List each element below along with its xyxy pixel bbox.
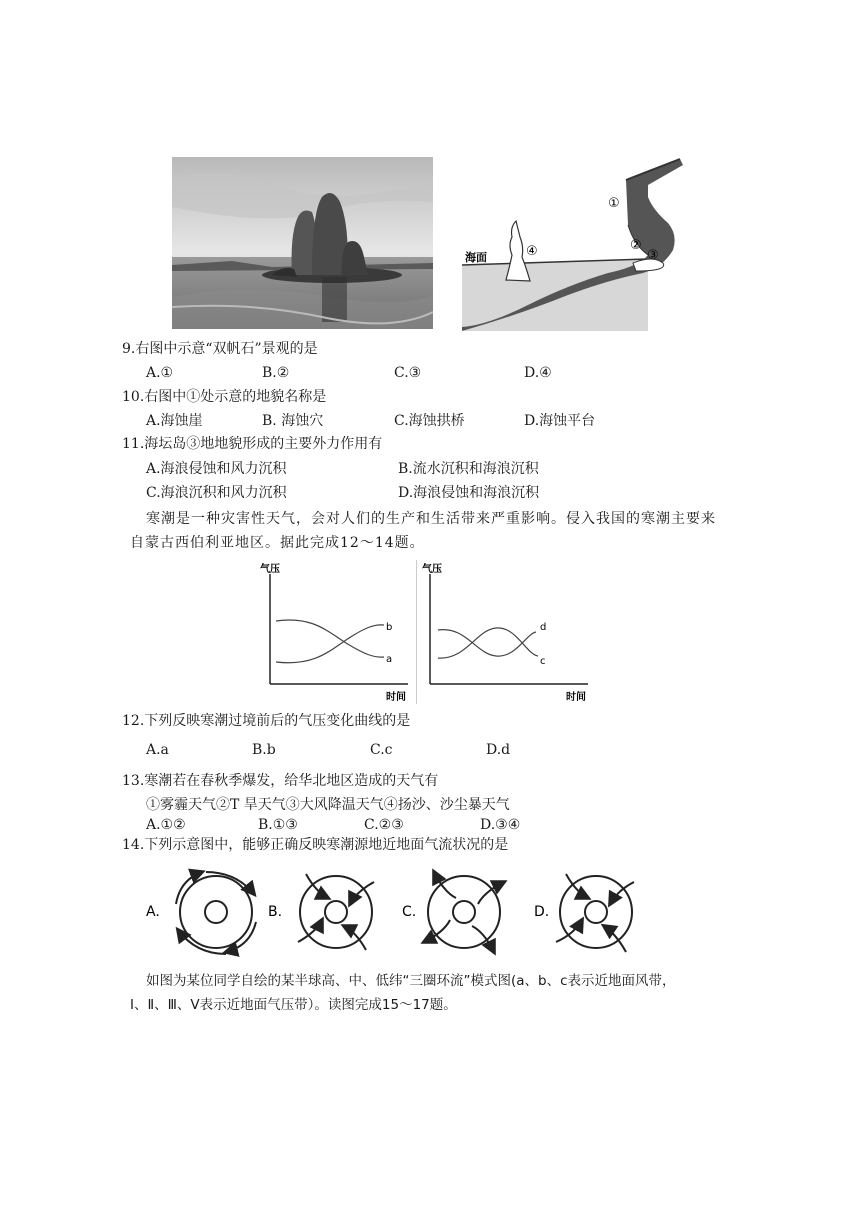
right-y-axis-label: 气压	[422, 564, 442, 575]
cyclone-option-d	[556, 874, 634, 952]
option-b-label: B.	[268, 904, 283, 920]
q13-statements: ①雾霾天气②T 旱天气③大风降温天气④扬沙、沙尘暴天气	[146, 797, 510, 813]
sea-level-label: 海面	[465, 251, 487, 264]
q13-option-c[interactable]: C.②③	[364, 817, 404, 833]
q11-option-b[interactable]: B.流水沉积和海浪沉积	[398, 461, 539, 477]
q11-option-a[interactable]: A.海浪侵蚀和风力沉积	[146, 461, 287, 477]
cyclone-option-a	[176, 872, 256, 954]
cold-wave-intro-line2: 自蒙古西伯利亚地区。据此完成12～14题。	[130, 535, 425, 551]
q12-option-c[interactable]: C.c	[370, 742, 393, 758]
q9-option-b[interactable]: B.②	[262, 365, 290, 381]
q12-option-b[interactable]: B.b	[252, 742, 276, 758]
q13-stem: 13.寒潮若在春秋季爆发，给华北地区造成的天气有	[122, 773, 439, 789]
marker-3: ③	[647, 248, 659, 263]
q10-option-d[interactable]: D.海蚀平台	[524, 413, 596, 429]
marker-4: ④	[526, 244, 538, 259]
circulation-intro-line1: 如图为某位同学自绘的某半球高、中、低纬“三圈环流”模式图(a、b、c表示近地面风带，	[146, 973, 676, 989]
option-c-label: C.	[402, 904, 417, 920]
right-x-axis-label: 时间	[566, 692, 586, 703]
curve-c-label: c	[540, 656, 546, 667]
pressure-chart-right	[416, 558, 592, 706]
q13-option-a[interactable]: A.①②	[146, 817, 186, 833]
q10-stem: 10.右图中①处示意的地貌名称是	[122, 389, 327, 405]
option-a-label: A.	[146, 904, 160, 920]
double-sail-rock-photo	[172, 157, 433, 329]
q11-option-d[interactable]: D.海浪侵蚀和海浪沉积	[398, 485, 540, 501]
q12-stem: 12.下列反映寒潮过境前后的气压变化曲线的是	[122, 713, 411, 729]
circulation-intro-line2: Ⅰ、Ⅱ、Ⅲ、Ⅴ表示近地面气压带）。读图完成15～17题。	[130, 997, 457, 1013]
q9-option-d[interactable]: D.④	[524, 365, 552, 381]
q12-option-d[interactable]: D.d	[486, 742, 511, 758]
q13-option-b[interactable]: B.①③	[258, 817, 298, 833]
curve-b-label: b	[386, 622, 393, 633]
cyclone-option-b	[298, 874, 374, 950]
q9-stem: 9.右图中示意“双帆石”景观的是	[122, 341, 318, 357]
left-y-axis-label: 气压	[260, 564, 280, 575]
pressure-chart-left	[256, 558, 414, 706]
q9-option-a[interactable]: A.①	[146, 365, 174, 381]
q9-option-c[interactable]: C.③	[394, 365, 422, 381]
q11-option-c[interactable]: C.海浪沉积和风力沉积	[146, 485, 287, 501]
curve-b	[276, 625, 384, 663]
q10-option-a[interactable]: A.海蚀崖	[146, 413, 203, 429]
marker-2: ②	[630, 238, 642, 253]
q11-stem: 11.海坛岛③地地貌形成的主要外力作用有	[122, 436, 383, 452]
option-d-label: D.	[534, 904, 550, 920]
q10-option-b[interactable]: B. 海蚀穴	[262, 413, 324, 429]
curve-a	[276, 620, 384, 657]
q13-option-d[interactable]: D.③④	[480, 817, 521, 833]
curve-d-label: d	[540, 622, 547, 633]
q12-option-a[interactable]: A.a	[146, 742, 169, 758]
left-x-axis-label: 时间	[386, 692, 406, 703]
curve-a-label: a	[386, 654, 393, 665]
cold-wave-intro-line1: 寒潮是一种灾害性天气，会对人们的生产和生活带来严重影响。侵入我国的寒潮主要来	[146, 511, 716, 527]
curve-c	[438, 630, 536, 657]
q10-option-c[interactable]: C.海蚀拱桥	[394, 413, 465, 429]
q14-stem: 14.下列示意图中，能够正确反映寒潮源地近地面气流状况的是	[122, 837, 509, 853]
cyclone-options	[140, 862, 660, 962]
marker-1: ①	[608, 196, 620, 211]
cyclone-option-c	[424, 872, 504, 952]
coastal-landform-diagram	[458, 155, 690, 331]
